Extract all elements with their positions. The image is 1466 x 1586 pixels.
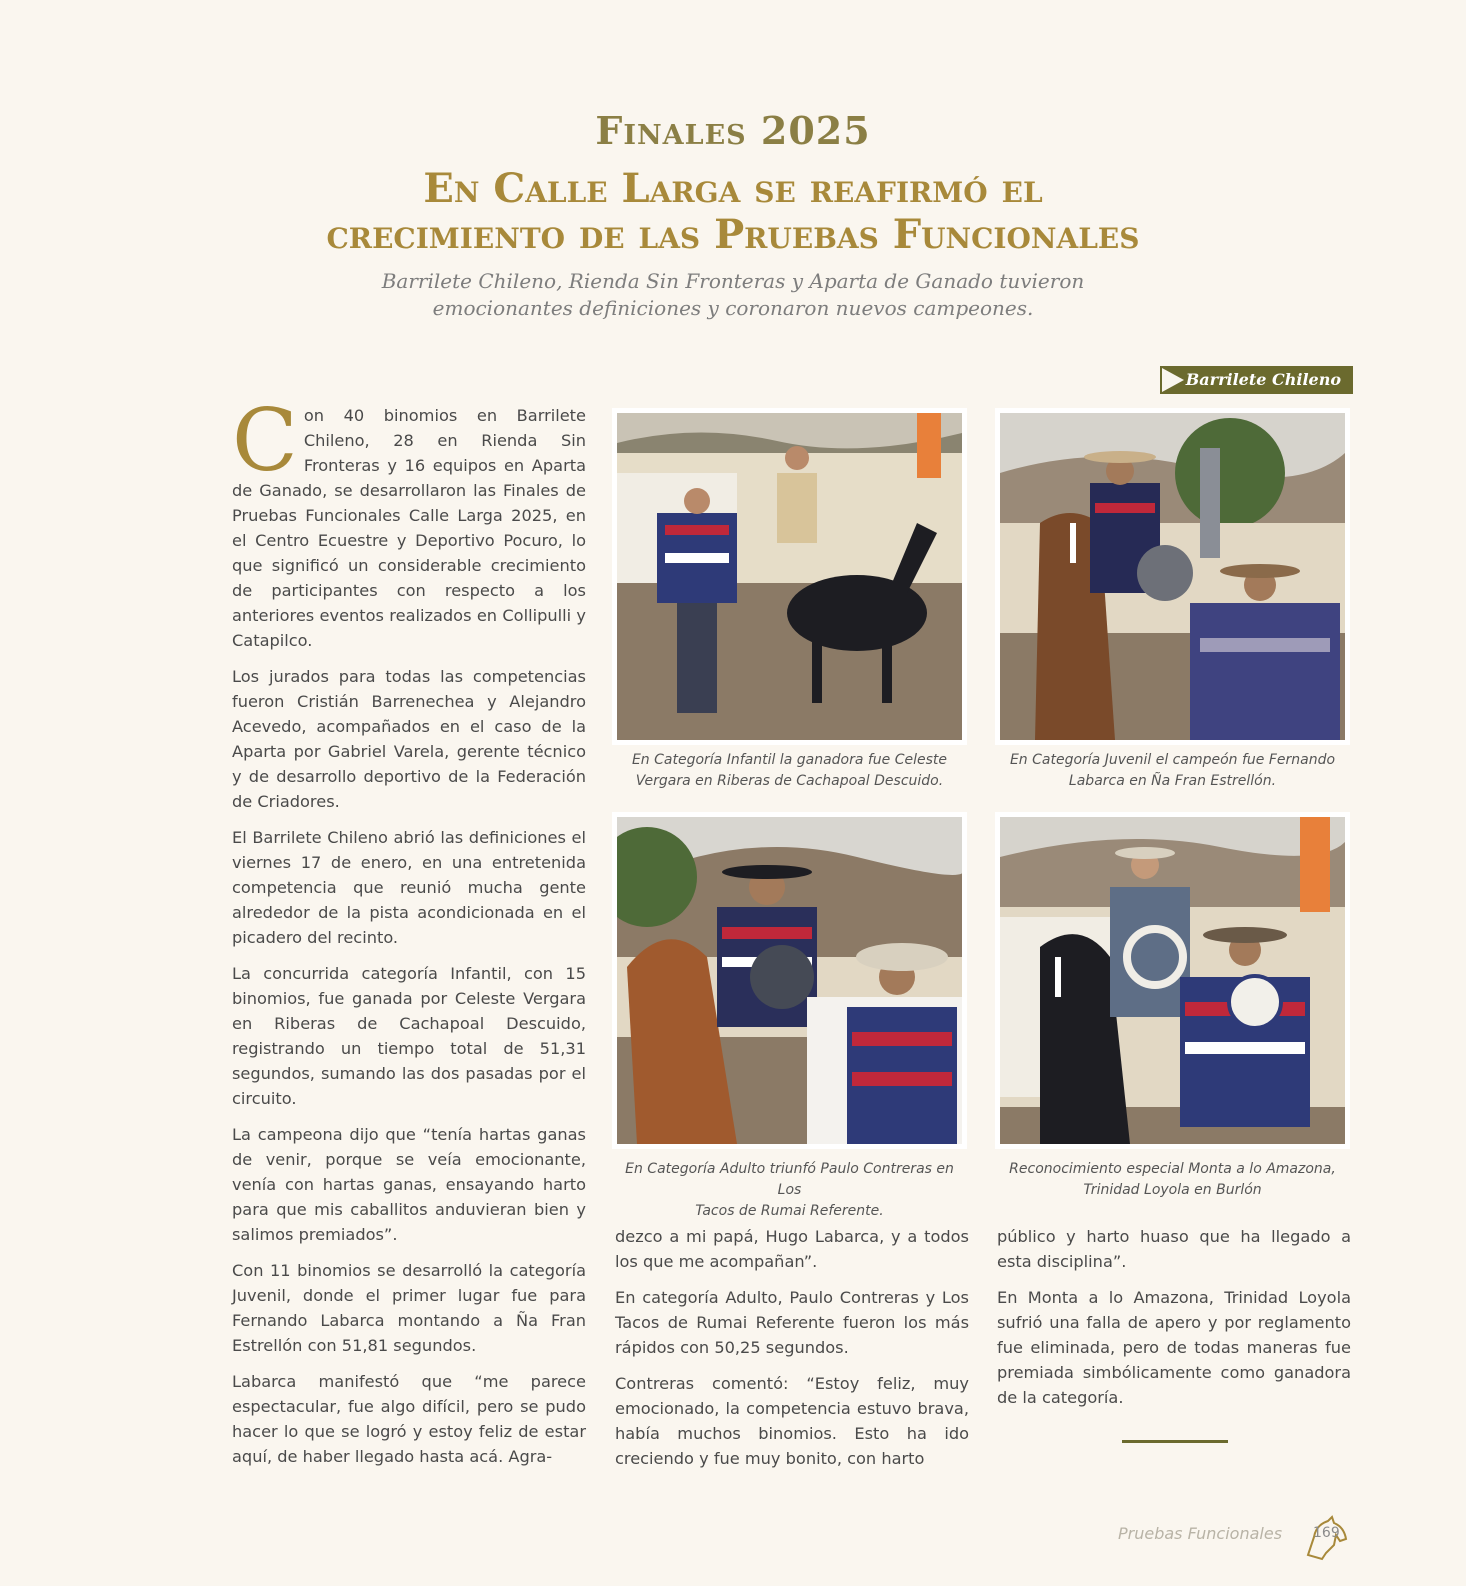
photo-image <box>1000 817 1345 1144</box>
page-number: 169 <box>1313 1525 1340 1541</box>
footer-section-name: Pruebas Funcionales <box>1118 1524 1283 1543</box>
section-tag-label: Barrilete Chileno <box>1185 370 1341 389</box>
article-paragraph: La concurrida categoría Infantil, con 15 binomios, fue ganada por Celeste Vergara en Riberas de Cachapoal Descuido, registrando un tiempo total de 51,31 segundos, sumando las dos pasadas por el circuito. <box>232 964 586 1108</box>
caption-line: Trinidad Loyola en Burlón <box>1083 1182 1262 1198</box>
photo-caption-amazona <box>995 1159 1350 1201</box>
article-column-2 <box>615 1224 969 1482</box>
article-end-rule <box>1122 1440 1228 1443</box>
caption-line: Tacos de Rumai Referente. <box>695 1203 884 1219</box>
caption-line: En Categoría Adulto triunfó Paulo Contreras en Los <box>625 1161 954 1198</box>
drop-cap: C <box>232 391 298 491</box>
article-paragraph: público y harto huaso que ha llegado a esta disciplina”. <box>997 1227 1351 1271</box>
headline-line-1: En Calle Larga se reafirmó el <box>423 165 1043 212</box>
photo-caption-adulto <box>612 1159 967 1222</box>
photo-image <box>1000 413 1345 740</box>
caption-line: Reconocimiento especial Monta a lo Amazona, <box>1009 1161 1336 1177</box>
article-paragraph: dezco a mi papá, Hugo Labarca, y a todos los que me acompañan”. <box>615 1227 969 1271</box>
caption-line: Vergara en Riberas de Cachapoal Descuido. <box>635 773 944 789</box>
article-column-3 <box>997 1224 1351 1421</box>
photo-caption-infantil <box>612 750 967 792</box>
article-paragraph: En categoría Adulto, Paulo Contreras y Los Tacos de Rumai Referente fueron los más rápidos con 50,25 segundos. <box>615 1288 969 1357</box>
caption-line: Labarca en Ña Fran Estrellón. <box>1068 773 1277 789</box>
kicker-title: Finales 2025 <box>595 108 871 153</box>
section-tag <box>1160 366 1353 394</box>
subtitle-line-1: Barrilete Chileno, Rienda Sin Fronteras y Aparta de Ganado tuvieron <box>381 269 1085 293</box>
photo-illustration <box>1000 817 1345 1144</box>
photo-illustration <box>617 413 962 740</box>
article-paragraph: Contreras comentó: “Estoy feliz, muy emocionado, la competencia estuvo brava, había muchos binomios. Esto ha ido creciendo y fue muy bonito, con harto <box>615 1374 969 1468</box>
photo-caption-juvenil <box>995 750 1350 792</box>
article-paragraph: El Barrilete Chileno abrió las definiciones el viernes 17 de enero, en una entretenida competencia que reunió mucha gente alrededor de la pista acondicionada en el picadero del recinto. <box>232 828 586 947</box>
photo-infantil <box>612 408 967 745</box>
photo-amazona <box>995 812 1350 1149</box>
article-paragraph: La campeona dijo que “tenía hartas ganas de venir, porque se veía emocionante, venía con hartas ganas, ensayando harto para que mis caballitos anduvieran bien y salimos premiados”. <box>232 1125 586 1244</box>
paragraph-text: on 40 binomios en Barrilete Chileno, 28 en Rienda Sin Fronteras y 16 equipos en Aparta de Ganado, se desarrollaron las Finales de Pruebas Funcionales Calle Larga 2025, en el Centro Ecuestre y Deportivo Pocuro, lo que significó un considerable crecimiento de participantes con respecto a los anteriores eventos realizados en Collipulli y Catapilco. <box>232 406 586 650</box>
photo-image <box>617 817 962 1144</box>
article-paragraph: Con 11 binomios se desarrolló la categoría Juvenil, donde el primer lugar fue para Fernando Labarca montando a Ña Fran Estrellón con 51,81 segundos. <box>232 1261 586 1355</box>
photo-illustration <box>1000 413 1345 740</box>
photo-image <box>617 413 962 740</box>
caption-line: En Categoría Infantil la ganadora fue Celeste <box>631 752 948 768</box>
photo-adulto <box>612 812 967 1149</box>
article-paragraph: En Monta a lo Amazona, Trinidad Loyola sufrió una falla de apero y por reglamento fue eliminada, pero de todas maneras fue premiada simbólicamente como ganadora de la categoría. <box>997 1288 1351 1407</box>
article-paragraph: Labarca manifestó que “me parece espectacular, fue algo difícil, pero se pudo hacer lo que se logró y estoy feliz de estar aquí, de haber llegado hasta acá. Agra- <box>232 1372 586 1466</box>
photo-juvenil <box>995 408 1350 745</box>
subtitle <box>0 268 1466 322</box>
article-column-1 <box>232 391 586 1480</box>
article-paragraph: Los jurados para todas las competencias fueron Cristián Barrenechea y Alejandro Acevedo, acompañados en el caso de la Aparta por Gabriel Varela, gerente técnico y de desarrollo deportivo de la Federación de Criadores. <box>232 667 586 811</box>
headline <box>0 166 1466 258</box>
article-paragraph <box>232 391 586 653</box>
caption-line: En Categoría Juvenil el campeón fue Fernando <box>1009 752 1336 768</box>
photo-illustration <box>617 817 962 1144</box>
headline-line-2: crecimiento de las Pruebas Funcionales <box>326 211 1140 258</box>
tag-arrow-shape <box>1162 368 1184 392</box>
subtitle-line-2: emocionantes definiciones y coronaron nuevos campeones. <box>432 296 1034 320</box>
